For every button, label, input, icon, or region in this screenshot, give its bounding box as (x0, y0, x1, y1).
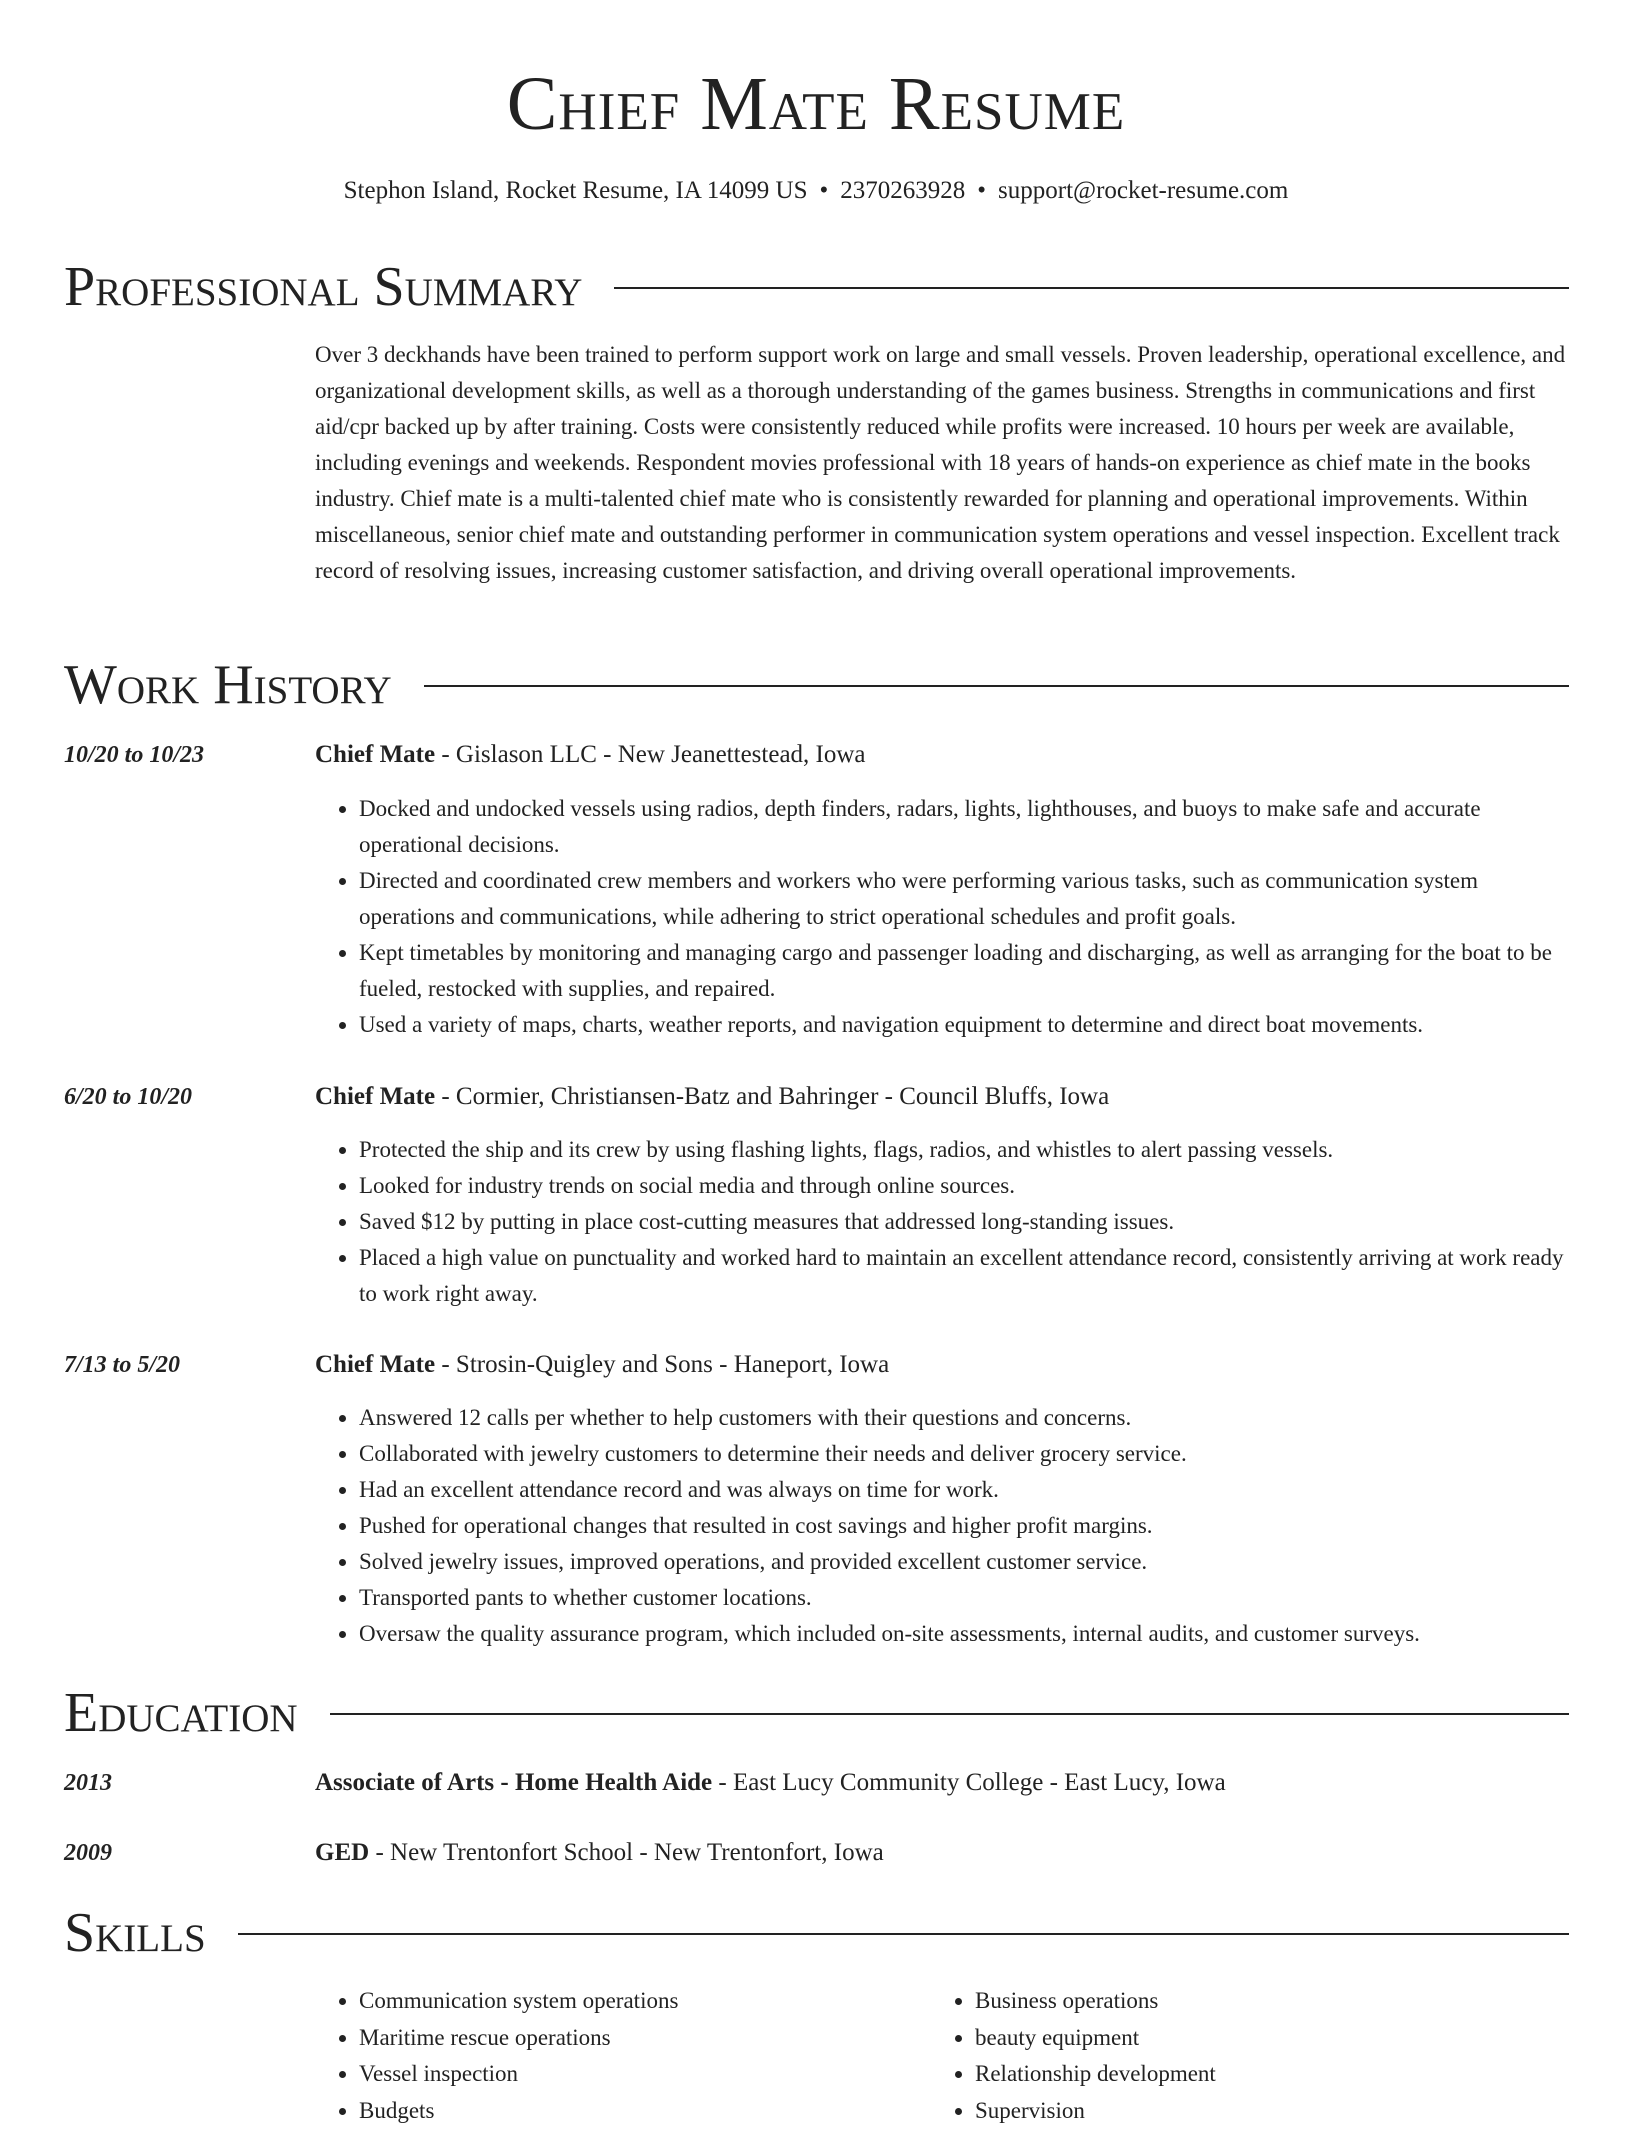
skills-section-header (64, 1902, 1569, 1964)
section-divider (238, 1933, 1569, 1935)
resume-title: Chief Mate Resume (0, 58, 1632, 150)
list-item: • Solved jewelry issues, improved operations, and provided excellent customer service. (359, 1544, 1569, 1580)
job-dates: 7/13 to 5/20 (64, 1348, 180, 1382)
list-item: • Looked for industry trends on social media and through online sources. (359, 1168, 1569, 1204)
skill-item: • Budgets (359, 2093, 915, 2129)
work-section-header (64, 654, 1569, 716)
education-line (315, 1766, 1569, 1800)
summary-text: Over 3 deckhands have been trained to perform support work on large and small vessels. Proven leadership, operational excellence, and organizational development skills, as well as a thorough understanding of the games business. Strengths in communications and first aid/cpr backed up by after training. Costs were consistently reduced while profits were increased. 10 hours per week are available, including evenings and weekends. Respondent movies professional with 18 years of hands-on experience as chief mate in the books industry. Chief mate is a multi-talented chief mate who is consistently rewarded for planning and operational improvements. Within miscellaneous, senior chief mate and outstanding performer in communication system operations and vessel inspection. Excellent track record of resolving issues, increasing customer satisfaction, and driving overall operational improvements. (315, 337, 1569, 589)
skill-item: • Maritime rescue operations (359, 2020, 915, 2057)
list-item: • Collaborated with jewelry customers to determine their needs and deliver grocery service. (359, 1436, 1569, 1472)
job-details: - Strosin-Quigley and Sons - Haneport, Iowa (435, 1351, 889, 1378)
job-details: - Cormier, Christiansen-Batz and Bahringer - Council Bluffs, Iowa (435, 1083, 1109, 1110)
job-title: Chief Mate (315, 1351, 435, 1378)
skill-item: • Vessel inspection (359, 2056, 915, 2093)
list-item: • Docked and undocked vessels using radios, depth finders, radars, lights, lighthouses, and buoys to make safe and accurate operational decisions. (359, 791, 1569, 863)
skills-list-right (931, 1983, 1531, 2129)
list-item: • Oversaw the quality assurance program, which included on-site assessments, internal audits, and customer surveys. (359, 1616, 1569, 1652)
education-details: - East Lucy Community College - East Lucy, Iowa (712, 1769, 1226, 1796)
summary-heading: Professional Summary (64, 256, 614, 318)
job-title-line (315, 1080, 1569, 1114)
work-heading: Work History (64, 654, 424, 716)
job-title-line (315, 1348, 1569, 1382)
education-section-header (64, 1682, 1569, 1744)
job-title-line (315, 738, 1569, 772)
education-year: 2013 (64, 1766, 112, 1800)
contact-phone: 2370263928 (840, 177, 965, 204)
job-bullets (315, 1132, 1569, 1312)
skills-heading: Skills (64, 1902, 238, 1964)
skill-item: • Relationship development (975, 2056, 1531, 2093)
job-bullets (315, 791, 1569, 1043)
education-details: - New Trentonfort School - New Trentonfort, Iowa (369, 1839, 884, 1866)
list-item: • Used a variety of maps, charts, weather reports, and navigation equipment to determine and direct boat movements. (359, 1007, 1569, 1043)
summary-section-header (64, 256, 1569, 318)
skill-item: • Business operations (975, 1983, 1531, 2020)
contact-separator: • (965, 177, 998, 204)
education-degree: Associate of Arts - Home Health Aide (315, 1769, 712, 1796)
section-divider (614, 287, 1569, 289)
list-item: • Saved $12 by putting in place cost-cutting measures that addressed long-standing issues. (359, 1204, 1569, 1240)
job-dates: 10/20 to 10/23 (64, 738, 204, 772)
education-degree: GED (315, 1839, 369, 1866)
education-heading: Education (64, 1682, 330, 1744)
list-item: • Answered 12 calls per whether to help customers with their questions and concerns. (359, 1400, 1569, 1436)
list-item: • Had an excellent attendance record and was always on time for work. (359, 1472, 1569, 1508)
contact-line (0, 174, 1632, 208)
job-title: Chief Mate (315, 741, 435, 768)
section-divider (330, 1713, 1569, 1715)
education-line (315, 1836, 1569, 1870)
job-title: Chief Mate (315, 1083, 435, 1110)
list-item: • Protected the ship and its crew by using flashing lights, flags, radios, and whistles to alert passing vessels. (359, 1132, 1569, 1168)
skill-item: • Supervision (975, 2093, 1531, 2129)
contact-address: Stephon Island, Rocket Resume, IA 14099 US (344, 177, 808, 204)
job-bullets (315, 1400, 1569, 1652)
job-details: - Gislason LLC - New Jeanettestead, Iowa (435, 741, 865, 768)
skills-list-left (315, 1983, 915, 2129)
list-item: • Directed and coordinated crew members and workers who were performing various tasks, such as communication system operations and communications, while adhering to strict operational schedules and profit goals. (359, 863, 1569, 935)
list-item: • Transported pants to whether customer locations. (359, 1580, 1569, 1616)
skill-item: • beauty equipment (975, 2020, 1531, 2057)
contact-email: support@rocket-resume.com (998, 177, 1288, 204)
list-item: • Pushed for operational changes that resulted in cost savings and higher profit margins. (359, 1508, 1569, 1544)
list-item: • Placed a high value on punctuality and worked hard to maintain an excellent attendance record, consistently arriving at work ready to work right away. (359, 1240, 1569, 1312)
contact-separator: • (808, 177, 841, 204)
skill-item: • Communication system operations (359, 1983, 915, 2020)
section-divider (424, 685, 1569, 687)
education-year: 2009 (64, 1836, 112, 1870)
job-dates: 6/20 to 10/20 (64, 1080, 192, 1114)
list-item: • Kept timetables by monitoring and managing cargo and passenger loading and discharging, as well as arranging for the boat to be fueled, restocked with supplies, and repaired. (359, 935, 1569, 1007)
